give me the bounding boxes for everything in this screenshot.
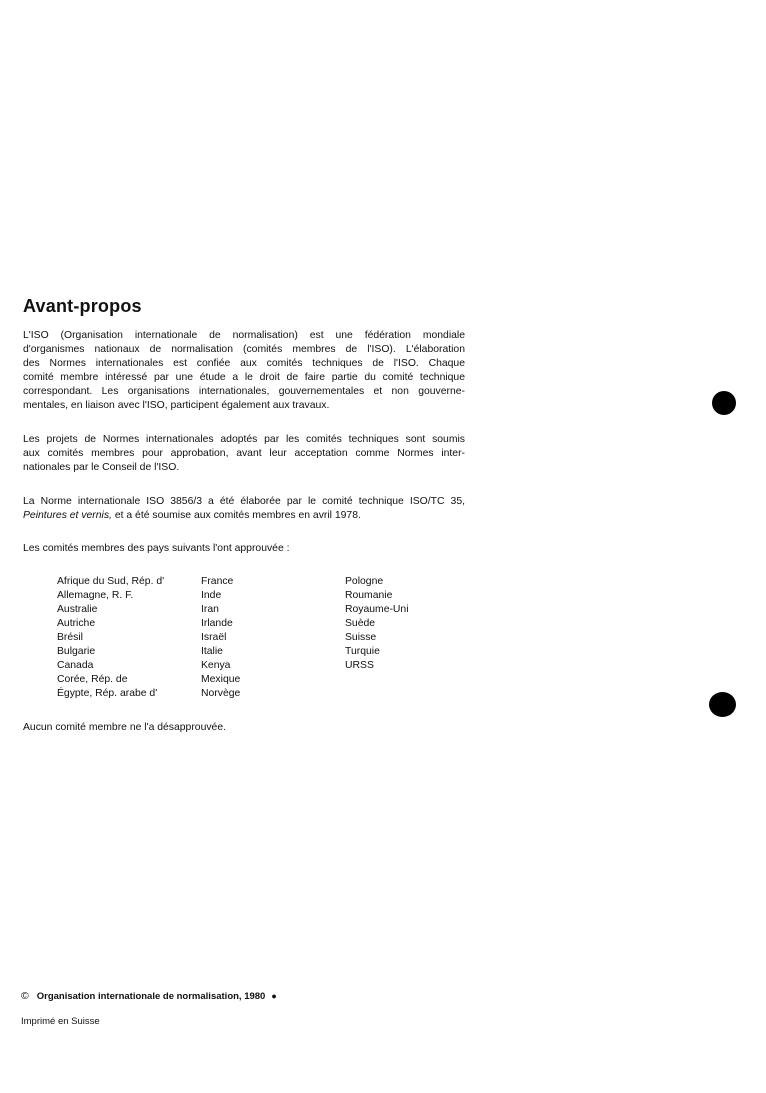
paragraph-line: Les projets de Normes internationales adoptés par les comités techniques sont soumis — [23, 434, 465, 445]
paragraph-iso-intro — [23, 329, 465, 413]
paragraph-line: mentales, en liaison avec l'ISO, participent également aux travaux. — [23, 400, 330, 411]
country-item: Norvège — [201, 688, 241, 699]
country-item: Pologne — [345, 576, 384, 587]
paragraph-line — [23, 509, 465, 523]
country-item: Mexique — [201, 674, 241, 685]
paragraph-line: comité membre intéressé par une étude a le droit de faire partie du comité technique — [23, 372, 465, 383]
country-item: Australie — [57, 604, 98, 615]
country-item: Irlande — [201, 618, 233, 629]
paragraph-standard-origin — [23, 495, 465, 523]
paragraph-line-rest: et a été soumise aux comités membres en avril 1978. — [111, 510, 361, 521]
copyright-symbol: © — [21, 990, 29, 1002]
country-item: Brésil — [57, 632, 83, 643]
country-item: Égypte, Rép. arabe d' — [57, 688, 158, 699]
printed-in-note: Imprimé en Suisse — [21, 1016, 100, 1027]
country-item: Kenya — [201, 660, 231, 671]
country-item: Canada — [57, 660, 94, 671]
paragraph-projects — [23, 433, 465, 475]
paragraph-line: correspondant. Les organisations internationales, gouvernementales et non gouverne- — [23, 386, 465, 397]
country-item: Roumanie — [345, 590, 393, 601]
country-list-column-1 — [57, 575, 164, 701]
country-item: Suisse — [345, 632, 377, 643]
country-item: URSS — [345, 660, 374, 671]
copyright-line — [21, 990, 277, 1002]
country-item: Corée, Rép. de — [57, 674, 128, 685]
country-list-column-3 — [345, 575, 409, 673]
binding-hole-dot — [709, 692, 736, 717]
country-item: Suède — [345, 618, 376, 629]
bullet-icon: ● — [271, 991, 277, 1001]
country-item: Royaume-Uni — [345, 604, 409, 615]
country-item: Iran — [201, 604, 219, 615]
paragraph-line: nationales par le Conseil de l'ISO. — [23, 462, 180, 473]
paragraph-line: La Norme internationale ISO 3856/3 a été élaborée par le comité technique ISO/TC 35, — [23, 496, 465, 507]
paragraph-approval-intro: Les comités membres des pays suivants l'ont approuvée : — [23, 543, 290, 554]
country-item: Allemagne, R. F. — [57, 590, 134, 601]
country-item: Italie — [201, 646, 223, 657]
paragraph-line: L'ISO (Organisation internationale de normalisation) est une fédération mondiale — [23, 330, 465, 341]
country-item: Israël — [201, 632, 227, 643]
country-item: Afrique du Sud, Rép. d' — [57, 576, 165, 587]
country-item: France — [201, 576, 234, 587]
paragraph-no-disapproval: Aucun comité membre ne l'a désapprouvée. — [23, 722, 226, 733]
country-item: Inde — [201, 590, 222, 601]
country-list-column-2 — [201, 575, 240, 701]
binding-hole-dot — [712, 391, 736, 415]
country-item: Bulgarie — [57, 646, 96, 657]
country-item: Autriche — [57, 618, 96, 629]
page-title: Avant-propos — [23, 296, 142, 316]
copyright-organisation: Organisation internationale de normalisation, 1980 — [36, 991, 266, 1002]
paragraph-line: aux comités membres pour approbation, avant leur acceptation comme Normes inter- — [23, 448, 465, 459]
committee-title: Peintures et vernis, — [23, 510, 112, 521]
paragraph-line: d'organismes nationaux de normalisation (comités membres de l'ISO). L'élaboration — [23, 344, 465, 355]
country-item: Turquie — [345, 646, 380, 657]
paragraph-line: des Normes internationales est confiée aux comités techniques de l'ISO. Chaque — [23, 358, 465, 369]
